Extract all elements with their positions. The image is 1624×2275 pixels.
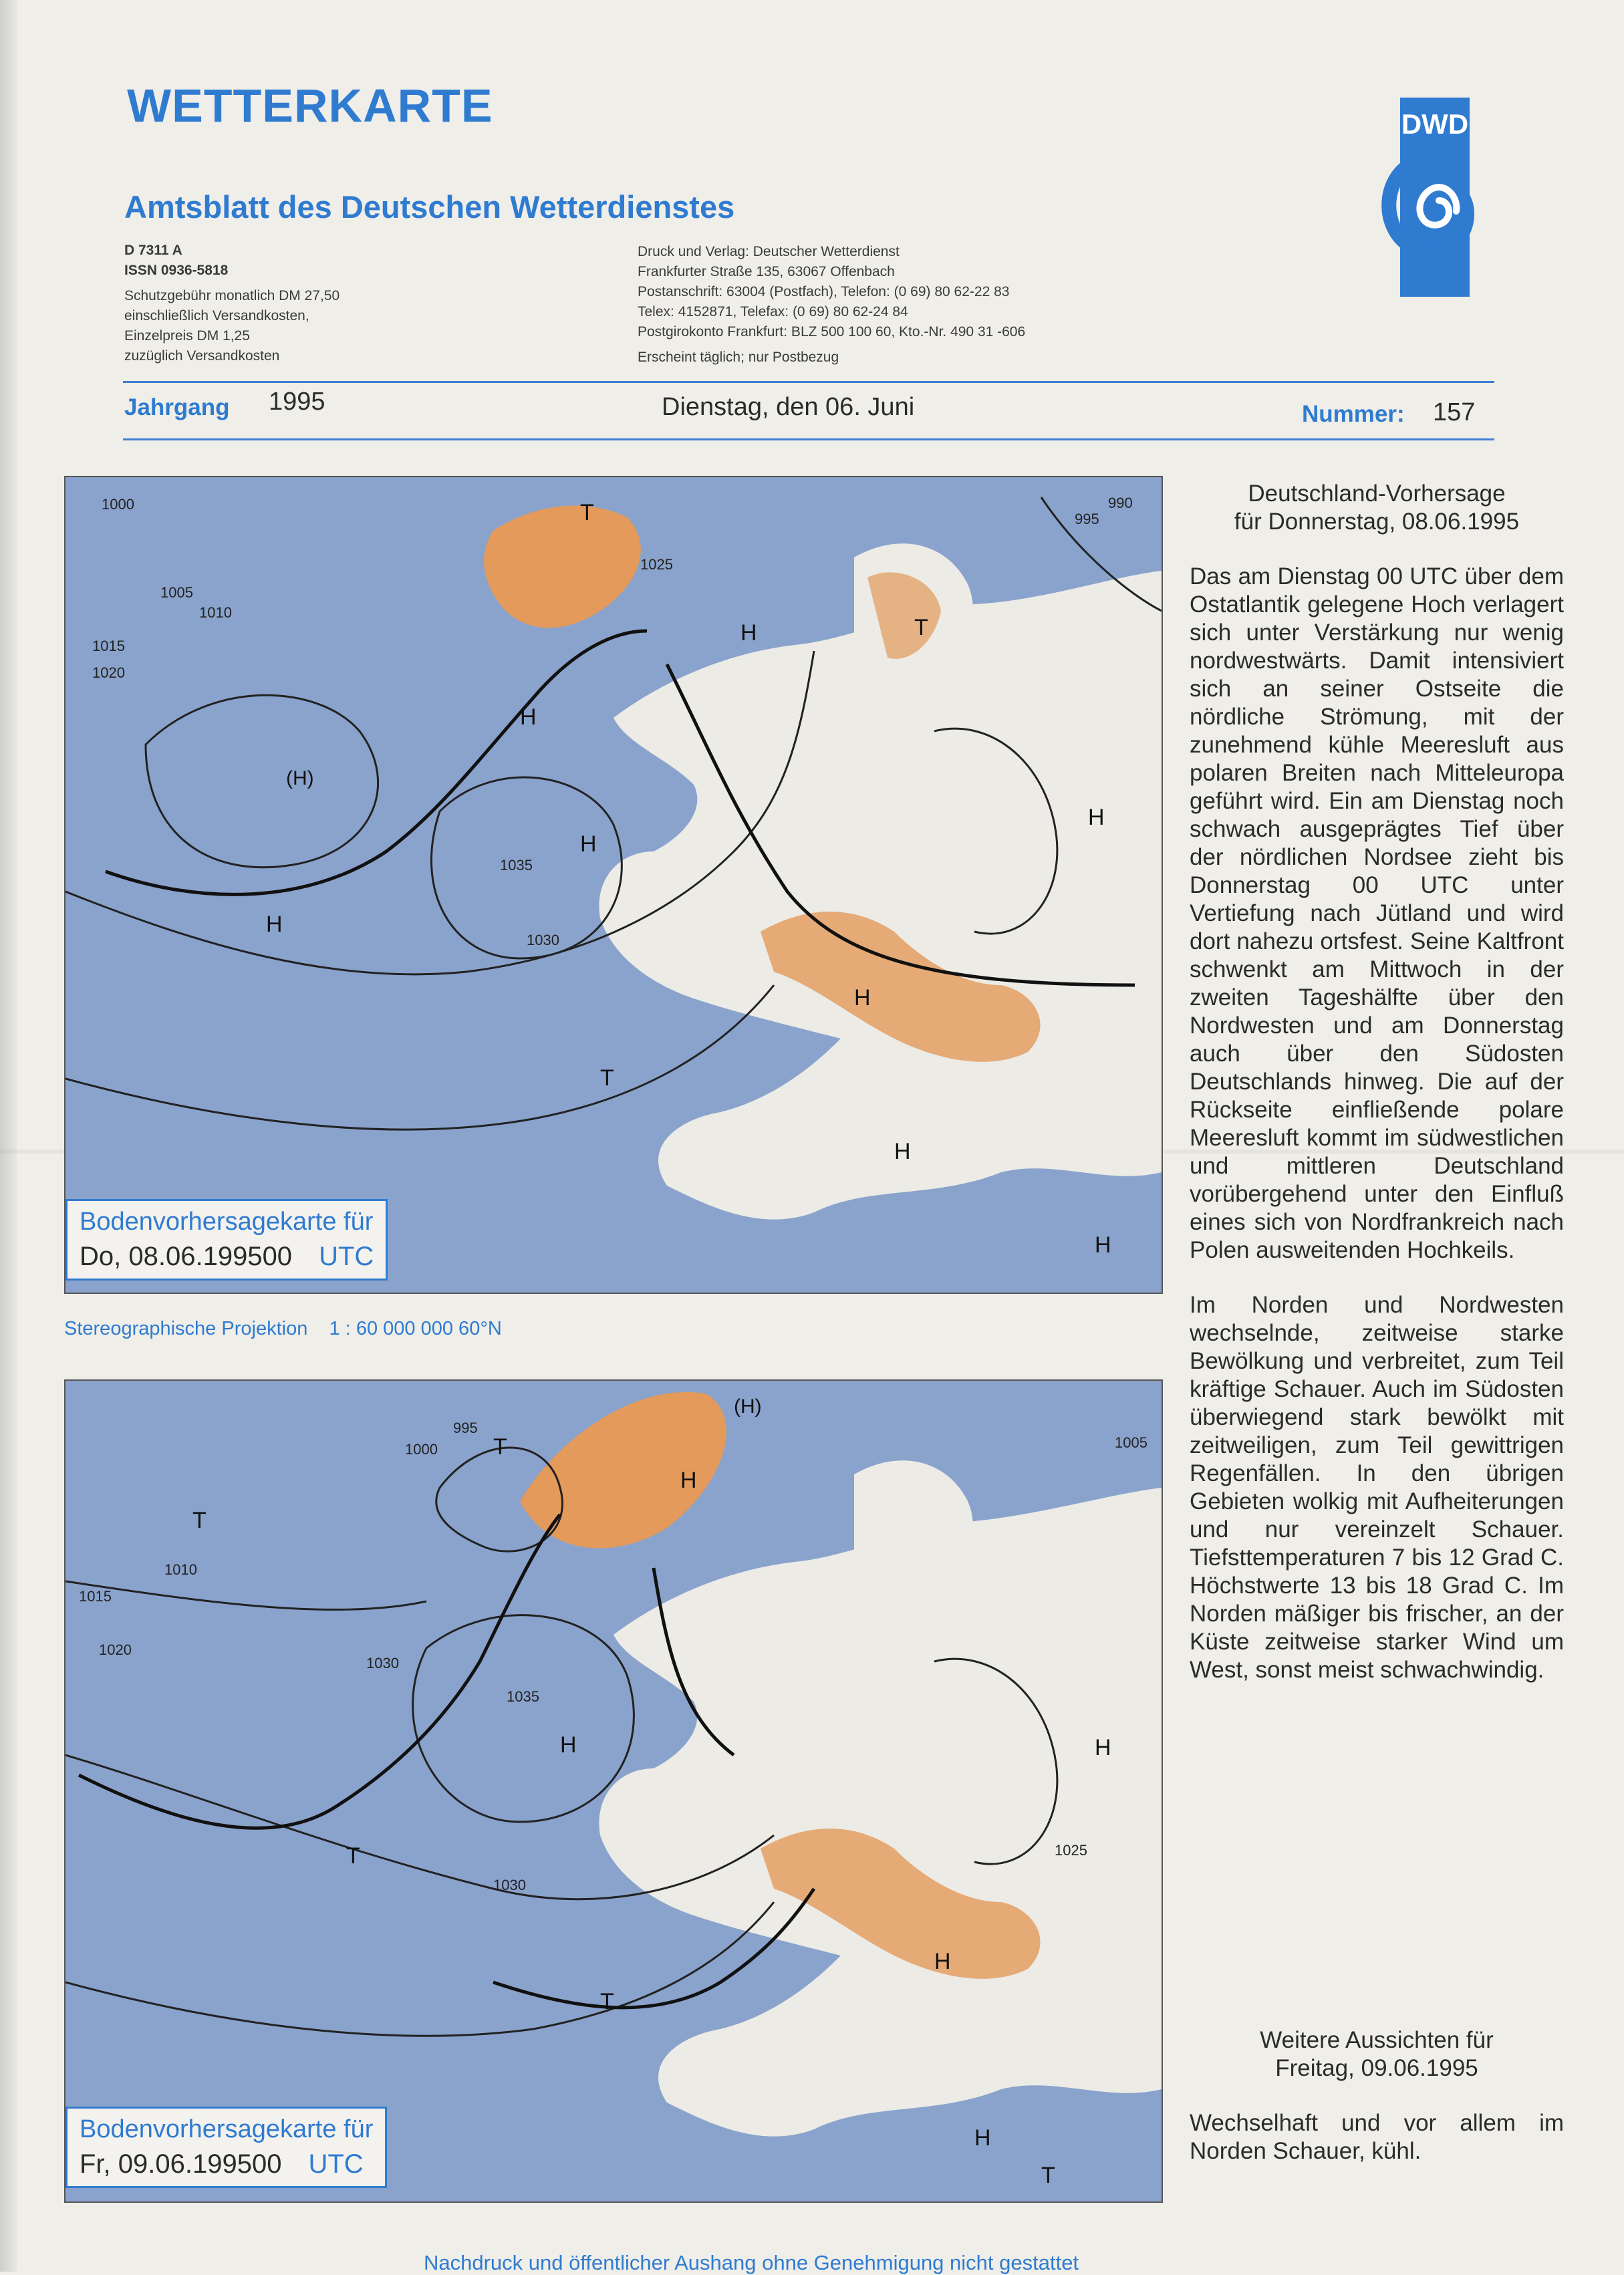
- projection-scale: 1 : 60 000 000 60°N: [329, 1318, 502, 1339]
- publisher-line: Druck und Verlag: Deutscher Wetterdienst: [638, 244, 900, 259]
- forecast-map-friday: [64, 1379, 1163, 2203]
- logo-text: DWD: [1401, 108, 1469, 140]
- fee-line: zuzüglich Versandkosten: [124, 348, 280, 364]
- forecast-map-thursday: [64, 476, 1163, 1294]
- isobar-label: 1030: [493, 1877, 526, 1893]
- issue-date: Dienstag, den 06. Juni: [662, 393, 915, 421]
- projection-text: Stereographische Projektion: [64, 1318, 308, 1339]
- pressure-center: T: [192, 1508, 207, 1533]
- pressure-center: H: [854, 985, 871, 1011]
- isobar-label: 1015: [79, 1588, 112, 1605]
- isobar-label: 995: [1075, 511, 1099, 527]
- issue-number: 157: [1433, 398, 1476, 426]
- isobar-label: 1035: [500, 857, 533, 874]
- map1-caption-title: Bodenvorhersagekarte für: [80, 1208, 374, 1236]
- pressure-center: T: [580, 500, 594, 525]
- map2-caption-hour: 00: [251, 2149, 282, 2179]
- fee-line: Einzelpreis DM 1,25: [124, 328, 250, 344]
- year-label: Jahrgang: [124, 394, 230, 420]
- projection-note: [64, 1318, 502, 1340]
- outlook-heading-line: Weitere Aussichten für: [1260, 2027, 1494, 2053]
- isobar-label: 1015: [92, 638, 125, 654]
- isobar-label: 990: [1108, 495, 1133, 511]
- pressure-center: H: [580, 831, 597, 857]
- map1-caption: [65, 1199, 388, 1281]
- isobar-label: 1000: [102, 496, 134, 513]
- isobar-label: 1025: [640, 556, 673, 573]
- pressure-center: H: [740, 620, 757, 646]
- isobar-label: 1000: [405, 1441, 438, 1458]
- map2-caption-datetime: [80, 2149, 373, 2179]
- pressure-center: H: [560, 1732, 577, 1758]
- pressure-center: T: [493, 1434, 507, 1460]
- publication-subtitle: Amtsblatt des Deutschen Wetterdienstes: [124, 189, 735, 225]
- map1-drawing: [65, 477, 1162, 1293]
- map1-caption-utc: UTC: [319, 1242, 374, 1271]
- page-fold-shadow: [0, 0, 17, 2272]
- isobar-label: 1010: [199, 604, 232, 621]
- forecast-column: [1190, 480, 1564, 1684]
- pressure-center: H: [680, 1468, 697, 1493]
- isobar-label: 1020: [99, 1641, 132, 1658]
- pressure-center: T: [914, 615, 928, 640]
- publication-title: WETTERKARTE: [127, 80, 493, 132]
- outlook-block: [1190, 2026, 1564, 2165]
- dwd-logo: [1339, 94, 1476, 301]
- forecast-paragraph: Im Norden und Nordwesten wechselnde, zeitweise starke Bewölkung und verbreitet, zum Teil kräftige Schauer. Auch im Südosten überwiegend stark bewölkt mit zeitweiligen, zum Teil gewittrigen Regenfällen. In den übrigen Gebieten wolkig mit Aufheiterungen und nur vereinzelt Schauer. Tiefsttemperaturen 7 bis 12 Grad C. Höchstwerte 13 bis 18 Grad C. Im Norden mäßiger bis frischer, an der Küste zeitweise starker Wind um West, sonst meist schwachwindig.: [1190, 1292, 1564, 1683]
- fee-line: einschließlich Versandkosten,: [124, 308, 309, 323]
- map1-caption-hour: 00: [262, 1242, 293, 1271]
- publisher-line: Telex: 4152871, Telefax: (0 69) 80 62-24 84: [638, 304, 908, 319]
- forecast-paragraph: Das am Dienstag 00 UTC über dem Ostatlantik gelegene Hoch verlagert sich unter Verstärkung nur wenig nordwestwärts. Damit intensiviert sich an seiner Ostseite die nördliche Strömung, mit der zunehmend kühle Meeresluft aus polaren Breiten nach Mitteleuropa geführt wird. Ein am Dienstag noch schwach ausgeprägtes Tief über der nördlichen Nordsee zieht bis Donnerstag 00 UTC unter Vertiefung nach Jütland und wird dort nahezu ortsfest. Seine Kaltfront schwenkt am Mittwoch in der zweiten Tageshälfte über den Nordwesten und am Donnerstag auch über den Südosten Deutschlands hinweg. Die auf der Rückseite einfließende polare Meeresluft kommt im südwestlichen und mittleren Deutschland vorübergehend unter den Einfluß eines sich von Nordfrankreich nach Polen ausweitenden Hochkeils.: [1190, 563, 1564, 1263]
- pressure-center: T: [1041, 2163, 1055, 2188]
- isobar-label: 1005: [160, 584, 193, 601]
- pressure-center: T: [600, 1065, 614, 1091]
- publisher-block: [638, 242, 1025, 342]
- map1-caption-date: Do, 08.06.1995: [80, 1242, 263, 1271]
- isobar-label: 995: [453, 1420, 478, 1436]
- isobar-label: 1005: [1115, 1434, 1147, 1451]
- outlook-heading: [1190, 2026, 1564, 2083]
- footer-notice: Nachdruck und öffentlicher Aushang ohne Genehmigung nicht gestattet: [424, 2251, 1079, 2274]
- pressure-center: T: [600, 1989, 614, 2014]
- publisher-line: Postgirokonto Frankfurt: BLZ 500 100 60, Kto.-Nr. 490 31 -606: [638, 324, 1026, 340]
- pressure-center: H: [520, 704, 537, 730]
- year-value: 1995: [269, 388, 325, 416]
- pressure-center: (H): [286, 767, 314, 789]
- pressure-center: (H): [734, 1395, 762, 1418]
- map2-caption: [65, 2107, 387, 2188]
- outlook-text: Wechselhaft und vor allem im Norden Schauer, kühl.: [1190, 2110, 1564, 2164]
- pressure-center: H: [894, 1139, 911, 1164]
- codes-block: [124, 241, 228, 281]
- forecast-heading-line: für Donnerstag, 08.06.1995: [1234, 509, 1520, 535]
- header-rule-bottom: [123, 438, 1494, 440]
- pressure-center: H: [266, 912, 283, 937]
- pressure-center: H: [1095, 1232, 1111, 1258]
- pressure-center: H: [1095, 1735, 1111, 1760]
- isobar-label: 1020: [92, 664, 125, 681]
- pressure-center: H: [934, 1949, 951, 1974]
- forecast-heading-line: Deutschland-Vorhersage: [1248, 481, 1506, 507]
- map2-caption-title: Bodenvorhersagekarte für: [80, 2115, 374, 2143]
- isobar-label: 1030: [527, 932, 559, 948]
- publisher-line: Frankfurter Straße 135, 63067 Offenbach: [638, 264, 895, 279]
- fees-block: [124, 286, 340, 366]
- map2-caption-date: Fr, 09.06.1995: [80, 2149, 252, 2179]
- code-line: D 7311 A: [124, 243, 182, 258]
- pressure-center: T: [346, 1843, 360, 1869]
- forecast-heading: [1190, 480, 1564, 536]
- map1-caption-datetime: [80, 1242, 374, 1272]
- number-label: Nummer:: [1302, 401, 1405, 427]
- isobar-label: 1010: [164, 1561, 197, 1578]
- fee-line: Schutzgebühr monatlich DM 27,50: [124, 288, 340, 303]
- header-rule-top: [123, 381, 1494, 383]
- map2-caption-utc: UTC: [308, 2149, 364, 2179]
- isobar-label: 1035: [507, 1688, 539, 1705]
- pressure-center: H: [974, 2125, 991, 2151]
- isobar-label: 1025: [1055, 1842, 1087, 1859]
- appears-note: Erscheint täglich; nur Postbezug: [638, 350, 839, 365]
- pressure-center: H: [1088, 805, 1105, 830]
- publisher-line: Postanschrift: 63004 (Postfach), Telefon: (0 69) 80 62-22 83: [638, 284, 1010, 299]
- map2-drawing: [65, 1381, 1162, 2201]
- isobar-label: 1030: [366, 1655, 399, 1671]
- outlook-heading-line: Freitag, 09.06.1995: [1275, 2055, 1478, 2081]
- code-line: ISSN 0936-5818: [124, 263, 229, 278]
